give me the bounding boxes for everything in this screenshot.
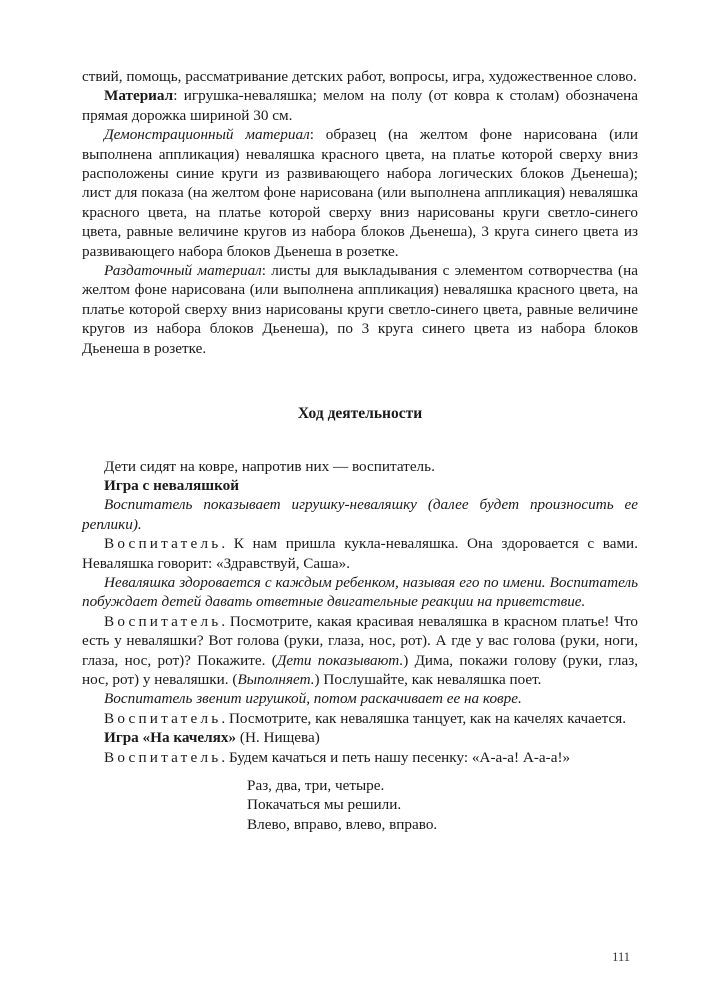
speaker-label: Воспитатель <box>104 612 222 630</box>
paragraph-demo-material <box>82 125 638 261</box>
paragraph-handout-material <box>82 261 638 358</box>
poem-line: Раз, два, три, четыре. <box>247 777 385 794</box>
handout-material-text: : листы для выкладывания с элементом сотворчества (на желтом фоне нарисована (или выполнена аппликация) неваляшка красного цвета, на платье которой сверху вниз нарисованы круги светло-синего цвета, равные величине кругов из набора блоков Дьенеша), по 3 круга синего цвета из набора блоков Дьенеша в розетке. <box>82 262 638 357</box>
game-title-text: Игра «На качелях» <box>104 729 237 747</box>
poem-line: Влево, вправо, влево, вправо. <box>247 815 438 833</box>
paragraph-methods: ствий, помощь, рассматривание детских работ, вопросы, игра, художественное слово. <box>82 68 637 85</box>
material-text: : игрушка-неваляшка; мелом на полу (от ковра к столам) обозначена прямая дорожка шириной 30 см. <box>82 87 638 124</box>
demo-material-text: : образец (на желтом фоне нарисована (или выполнена аппликация) неваляшка красного цвета, на платье которой сверху вниз расположены синие круги из развивающего набора логических блоков Дьенеша); лист для показа (на желтом фоне нарисована (или выполнена аппликация) неваляшка красного цвета, на платье которой сверху вниз нарисованы круги светло-синего цвета, равные величине кругов из набора блоков Дьенеша), 3 круга синего цвета из развивающего набора блоков Дьенеша в розетке. <box>82 126 638 260</box>
speech-text: . Посмотрите, как неваляшка танцует, как на качелях качается. <box>221 709 627 727</box>
activity-speech-1 <box>82 534 638 573</box>
activity-speech-2 <box>82 612 638 690</box>
game-title-swings <box>82 728 638 747</box>
paragraph-material <box>82 86 638 125</box>
demo-material-label: Демонстрационный материал <box>104 126 310 144</box>
speech-text: . Будем качаться и петь нашу песенку: «А-а-а! А-а-а!» <box>221 748 571 766</box>
speech-text: ) Послушайте, как неваляшка поет. <box>314 670 542 688</box>
speech-aside: Дети показывают. <box>276 651 404 669</box>
activity-stage-direction-2: Неваляшка здоровается с каждым ребенком, называя его по имени. Воспитатель побуждает детей давать ответные двигательные реакции на приветствие. <box>82 573 638 611</box>
speaker-label: Воспитатель <box>104 709 222 727</box>
activity-stage-direction-3: Воспитатель звенит игрушкой, потом раскачивает ее на ковре. <box>104 690 522 708</box>
game-title-nevalyashka: Игра с неваляшкой <box>104 476 239 494</box>
game-author: (Н. Нищева) <box>236 729 320 747</box>
section-heading: Ход деятельности <box>297 405 423 423</box>
speaker-label: Воспитатель <box>104 748 222 766</box>
activity-stage-direction-1: Воспитатель показывает игрушку-неваляшку (далее будет произносить ее реплики). <box>82 496 638 533</box>
activity-speech-3 <box>82 709 638 728</box>
page-number: 111 <box>612 950 630 964</box>
poem-line: Покачаться мы решили. <box>247 796 402 814</box>
speech-text: . Посмотрите, какая красивая неваляшка в красном платье! Что есть у неваляшки? Вот голова (руки, глаза, нос, рот). А где у вас голова (руки, ноги, глаза, нос, рот)? Покажите. ( <box>82 612 638 669</box>
speech-text: . К нам пришла кукла-неваляшка. Она здоровается с вами. Неваляшка говорит: «Здравствуй, Саша». <box>82 535 638 572</box>
speech-text: ) Дима, покажи голову (руки, глаз, нос, рот) у неваляшки. ( <box>82 651 638 688</box>
activity-intro: Дети сидят на ковре, напротив них — воспитатель. <box>104 457 435 475</box>
speaker-label: Воспитатель <box>104 535 222 553</box>
page-text <box>82 67 638 834</box>
activity-speech-4 <box>82 748 638 767</box>
material-label: Материал <box>104 87 174 105</box>
handout-material-label: Раздаточный материал <box>104 262 262 280</box>
speech-aside: Выполняет. <box>237 670 315 688</box>
poem <box>247 776 638 834</box>
